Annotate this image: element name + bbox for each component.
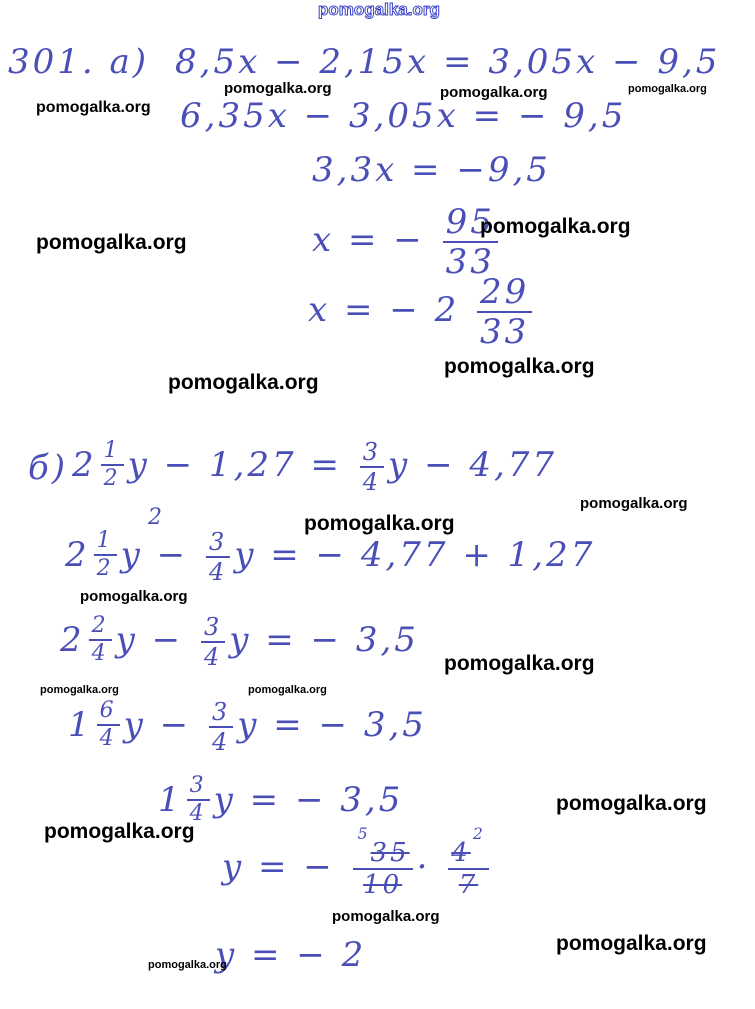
fraction-denominator: 33 — [480, 312, 530, 352]
fraction-29-33 — [477, 272, 532, 352]
watermark: pomogalka.org — [444, 652, 595, 675]
fraction — [448, 825, 488, 900]
watermark: pomogalka.org — [80, 588, 188, 605]
site-header[interactable]: pomogalka.org — [318, 0, 440, 19]
whole-part: 1 — [158, 780, 183, 820]
fraction — [206, 530, 230, 584]
watermark: pomogalka.org — [224, 80, 332, 97]
multiplier-note: 2 — [148, 505, 165, 530]
fraction — [201, 615, 225, 669]
watermark: pomogalka.org — [168, 371, 319, 394]
fraction-denominator: 4 — [189, 801, 207, 826]
cancelled-value: 4 — [451, 838, 471, 868]
watermark: pomogalka.org — [40, 684, 119, 696]
fraction-denominator: 4 — [99, 726, 117, 751]
expression-text: y = − 4,77 + 1,27 — [234, 535, 596, 575]
problem-label-a: 301. a) — [8, 42, 150, 82]
watermark: pomogalka.org — [628, 83, 707, 95]
equation-b-line-4 — [68, 700, 427, 754]
fraction-denominator: 4 — [91, 641, 109, 666]
equation-a-line-2: 6,35x − 3,05x = − 9,5 — [180, 96, 627, 136]
fraction-numerator: 3 — [360, 440, 384, 468]
expression-text: y = − 3,5 — [213, 780, 404, 820]
watermark: pomogalka.org — [580, 495, 688, 512]
whole-part: 2 — [60, 620, 85, 660]
cancelled-value: 35 — [370, 838, 410, 868]
watermark: pomogalka.org — [36, 231, 187, 254]
fraction — [360, 440, 384, 494]
fraction — [101, 440, 124, 490]
whole-part: 2 — [65, 535, 90, 575]
equation-a-line-4-lhs: x = − — [312, 220, 425, 260]
multiply-dot: · — [416, 847, 431, 887]
equation-b-line-2 — [65, 530, 595, 584]
fraction — [353, 825, 413, 900]
equation-a-line-1: 8,5x − 2,15x = 3,05x − 9,5 — [175, 42, 721, 82]
fraction-numerator: 3 — [201, 615, 225, 643]
equation-a-line-4 — [312, 202, 502, 282]
fraction-denominator: 10 — [363, 870, 403, 900]
equation-b-line-6 — [222, 825, 493, 900]
mixed-number — [60, 615, 116, 665]
equation-b-line-3 — [60, 615, 419, 669]
fraction-denominator: 33 — [445, 242, 495, 282]
fraction-numerator: 3 — [209, 700, 233, 728]
fraction-denominator: 7 — [458, 870, 479, 900]
fraction-denominator: 4 — [203, 643, 223, 671]
watermark: pomogalka.org — [36, 99, 151, 116]
equation-a-line-3: 3,3x = −9,5 — [312, 150, 551, 190]
fraction-numerator: 3 — [187, 775, 210, 801]
equation-b-line-7: y = − 2 — [215, 935, 367, 975]
fraction-denominator: 4 — [208, 558, 228, 586]
watermark: pomogalka.org — [248, 684, 327, 696]
reduced-value: 5 — [357, 825, 371, 843]
watermark: pomogalka.org — [304, 512, 455, 535]
watermark: pomogalka.org — [556, 932, 707, 955]
fraction — [209, 700, 233, 754]
watermark: pomogalka.org — [440, 84, 548, 101]
whole-part: 1 — [68, 705, 93, 745]
expression-text: y − — [123, 705, 192, 745]
mixed-number — [72, 440, 128, 490]
fraction-denominator: 4 — [362, 468, 382, 496]
expression-text: y − 1,27 = — [127, 445, 342, 485]
expression-text: y − — [115, 620, 184, 660]
fraction-numerator: 1 — [101, 440, 124, 466]
fraction-numerator: 29 — [477, 275, 532, 313]
expression-text: y − — [120, 535, 189, 575]
watermark: pomogalka.org — [480, 215, 631, 238]
fraction-numerator — [448, 825, 488, 870]
watermark: pomogalka.org — [44, 820, 195, 843]
fraction-numerator — [353, 825, 413, 870]
fraction — [187, 775, 210, 825]
reduced-value: 2 — [472, 825, 486, 843]
fraction-numerator: 6 — [97, 700, 120, 726]
fraction-numerator: 2 — [89, 615, 112, 641]
equation-b-line-5 — [158, 775, 403, 825]
problem-label-b: б) — [28, 448, 69, 488]
equation-a-line-5-lhs: x = − 2 — [308, 290, 460, 330]
fraction-denominator: 2 — [96, 556, 114, 581]
watermark: pomogalka.org — [444, 355, 595, 378]
fraction-denominator: 4 — [211, 728, 231, 756]
fraction — [97, 700, 120, 750]
watermark: pomogalka.org — [332, 908, 440, 925]
watermark: pomogalka.org — [148, 959, 227, 971]
mixed-number — [158, 775, 214, 825]
fraction-numerator: 3 — [206, 530, 230, 558]
expression-text: y = − — [222, 847, 335, 887]
equation-b-line-1 — [72, 440, 557, 494]
whole-part: 2 — [72, 445, 97, 485]
expression-text: y − 4,77 — [388, 445, 558, 485]
mixed-number — [68, 700, 124, 750]
fraction — [94, 530, 117, 580]
fraction-numerator: 95 — [443, 205, 498, 243]
watermark: pomogalka.org — [556, 792, 707, 815]
fraction-numerator: 1 — [94, 530, 117, 556]
expression-text: y = − 3,5 — [237, 705, 427, 745]
fraction-denominator: 2 — [103, 466, 121, 491]
expression-text: y = − 3,5 — [229, 620, 419, 660]
mixed-number — [65, 530, 121, 580]
equation-a-line-5 — [308, 272, 536, 352]
fraction — [89, 615, 112, 665]
